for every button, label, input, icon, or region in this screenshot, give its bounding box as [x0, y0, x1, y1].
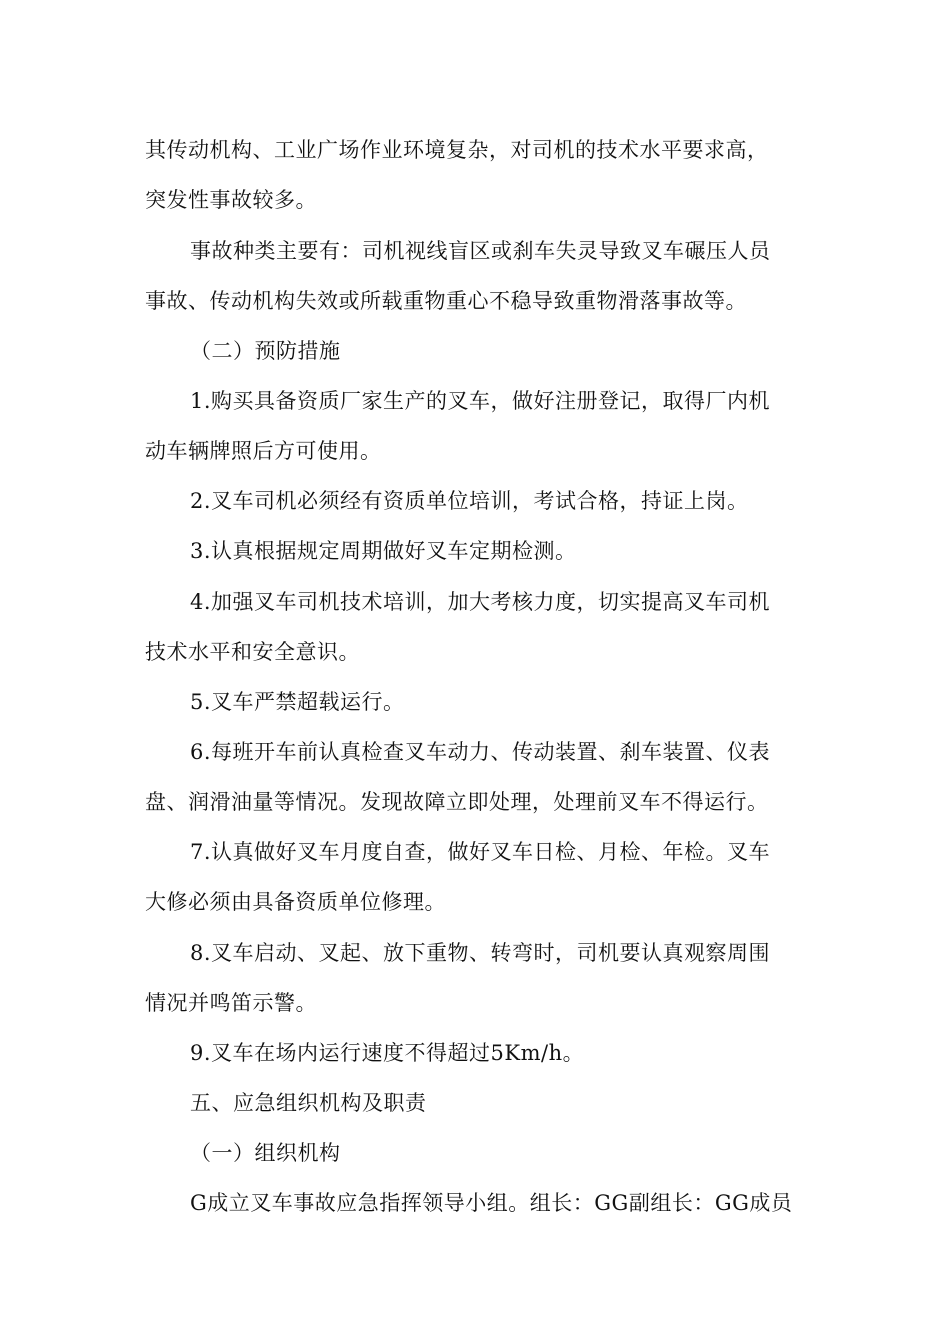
paragraph-line: G成立叉车事故应急指挥领导小组。组长：GG副组长：GG成员 [190, 1191, 793, 1215]
text-line: 技术水平和安全意识。 [145, 640, 360, 664]
text-line: 其传动机构、工业广场作业环境复杂，对司机的技术水平要求高， [145, 138, 769, 162]
list-item: 3.认真根据规定周期做好叉车定期检测。 [190, 539, 577, 563]
list-item: 7.认真做好叉车月度自查，做好叉车日检、月检、年检。叉车 [190, 840, 771, 864]
list-item: 6.每班开车前认真检查叉车动力、传动装置、刹车装置、仪表 [190, 740, 771, 764]
list-item: 8.叉车启动、叉起、放下重物、转弯时，司机要认真观察周围 [190, 941, 771, 965]
text-line: 突发性事故较多。 [145, 188, 317, 212]
list-item: 5.叉车严禁超载运行。 [190, 690, 405, 714]
text-line: 事故、传动机构失效或所载重物重心不稳导致重物滑落事故等。 [145, 289, 747, 313]
list-item: 4.加强叉车司机技术培训，加大考核力度，切实提高叉车司机 [190, 590, 771, 614]
section-heading: （二）预防措施 [190, 339, 341, 363]
section-heading: 五、应急组织机构及职责 [190, 1091, 427, 1115]
subsection-heading: （一）组织机构 [190, 1141, 341, 1165]
text-line: 动车辆牌照后方可使用。 [145, 439, 382, 463]
text-line: 大修必须由具备资质单位修理。 [145, 890, 446, 914]
text-line: 盘、润滑油量等情况。发现故障立即处理，处理前叉车不得运行。 [145, 790, 769, 814]
paragraph-line: 事故种类主要有：司机视线盲区或刹车失灵导致叉车碾压人员 [190, 239, 771, 263]
list-item: 2.叉车司机必须经有资质单位培训，考试合格，持证上岗。 [190, 489, 749, 513]
text-line: 情况并鸣笛示警。 [145, 991, 317, 1015]
list-item: 1.购买具备资质厂家生产的叉车，做好注册登记，取得厂内机 [190, 389, 771, 413]
list-item: 9.叉车在场内运行速度不得超过5Km/h。 [190, 1041, 585, 1065]
